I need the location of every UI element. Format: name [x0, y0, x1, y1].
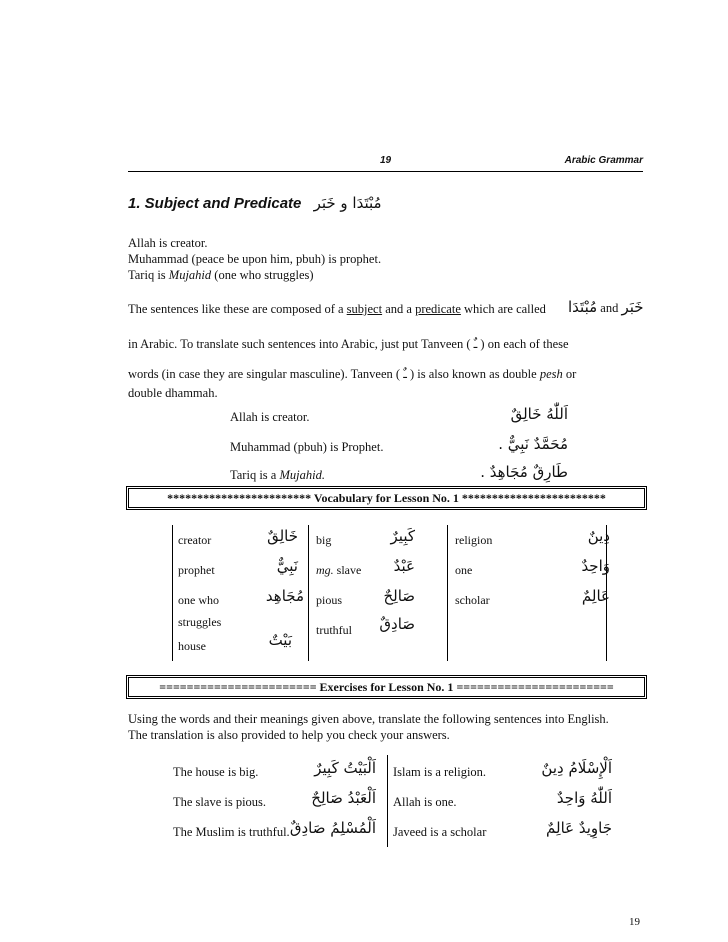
vocab-en-text: slave [333, 563, 362, 577]
example-1-arabic: اَللّٰهُ خَالِقٌ [510, 405, 568, 423]
explanation-text: words (in case they are singular masculine). Tanveen ( ـٌ ) is also known as double [128, 367, 540, 381]
explanation-line-2 [128, 336, 569, 352]
exercise-left-3-arabic: اَلْمُسْلِمُ صَادِقٌ [289, 819, 376, 837]
vocab-en [316, 593, 342, 608]
predicate-term: predicate [415, 302, 461, 316]
stars-right: ************************ [461, 491, 606, 505]
section-title-text: 1. Subject and Predicate [128, 195, 302, 212]
vocab-en-text: pious [316, 593, 343, 607]
vocab-en-text: big [316, 533, 332, 547]
vocab-divider-2 [308, 525, 309, 661]
vocab-ar: بَيْتٌ [268, 631, 292, 649]
exercise-right-2-english: Allah is one. [393, 795, 457, 809]
vocab-ar: صَادِقٌ [379, 615, 415, 633]
vocab-en: one who [178, 593, 219, 607]
explanation-text: or [562, 367, 577, 381]
explanation-arabic-terms [568, 298, 644, 316]
explanation-line-1 [128, 302, 546, 317]
vocab-ar: عَبْدٌ [393, 557, 415, 575]
intro-italic: Mujahid [168, 268, 212, 282]
explanation-text: double dhammah. [128, 386, 218, 400]
example-2-arabic: مُحَمَّدٌ نَبِيٌّ . [498, 435, 568, 453]
vocab-en-text: truthful [316, 623, 352, 637]
explanation-text: in Arabic. To translate such sentences into Arabic, just put Tanveen ( ـٌ ) on each of these [128, 337, 569, 351]
vocab-ar: نَبِيٌّ [276, 557, 298, 575]
vocab-en: creator [178, 533, 212, 547]
bars-left: ======================= [159, 680, 317, 694]
exercise-right-2-arabic: اَللّٰهُ وَاحِدٌ [556, 789, 612, 807]
explanation-text: and a [382, 302, 416, 316]
vocab-en: house [178, 639, 206, 653]
example-3-english [230, 468, 325, 483]
mubtada-term: مُبْتَدَا [568, 298, 598, 316]
footer-page-number: 19 [629, 916, 640, 928]
explanation-text: The sentences like these are composed of a [128, 302, 347, 316]
vocab-en: struggles [178, 615, 222, 629]
exercise-right-3-english: Javeed is a scholar [393, 825, 487, 839]
exercise-intro-line-2: The translation is also provided to help you check your answers. [128, 728, 450, 742]
intro-text: (one who struggles) [211, 268, 314, 282]
khabar-term: خَبَر [621, 298, 644, 316]
exercise-divider [387, 755, 388, 847]
vocab-en-italic: mg. [316, 563, 334, 577]
vocabulary-heading-box [128, 488, 645, 508]
vocab-en [316, 623, 352, 638]
pesh-term: pesh [539, 367, 563, 381]
example-italic: Mujahid. [279, 468, 325, 482]
vocab-en [316, 563, 361, 578]
exercises-heading-box [128, 677, 645, 697]
vocab-ar: صَالِحٌ [383, 587, 415, 605]
vocab-en: religion [455, 533, 493, 547]
example-text: Tariq is a [230, 468, 280, 482]
exercise-left-3-english: The Muslim is truthful. [173, 825, 290, 839]
exercise-right-1-arabic: اَلْإِسْلَامُ دِينٌ [541, 759, 612, 777]
example-1-english [230, 410, 310, 425]
intro-line-2 [128, 252, 381, 267]
section-title [128, 194, 382, 212]
section-title-arabic: مُبْتَدَا و خَبَر [313, 194, 382, 212]
example-text: Muhammad (pbuh) is Prophet. [230, 440, 384, 454]
subject-term: subject [346, 302, 383, 316]
header-book-title: Arabic Grammar [564, 155, 643, 166]
exercise-left-1-english: The house is big. [173, 765, 259, 779]
exercise-left-2-arabic: اَلْعَبْدُ صَالِحٌ [311, 789, 376, 807]
vocab-divider-1 [172, 525, 173, 661]
vocab-en [316, 533, 331, 548]
intro-text: Muhammad (peace be upon him, pbuh) is prophet. [128, 252, 382, 266]
explanation-line-4 [128, 386, 218, 401]
exercise-left-2-english: The slave is pious. [173, 795, 267, 809]
bars-right: ======================= [456, 680, 614, 694]
example-text: Allah is creator. [230, 410, 310, 424]
vocab-ar: وَاحِدٌ [581, 557, 610, 575]
vocab-ar: عَالِمٌ [581, 587, 610, 605]
example-3-arabic: طَارِقٌ مُجَاهِدٌ . [480, 463, 568, 481]
exercises-heading: Exercises for Lesson No. 1 [319, 680, 454, 694]
stars-left: ************************ [167, 491, 312, 505]
vocab-ar: كَبِيرٌ [390, 527, 415, 545]
intro-line-1 [128, 236, 208, 251]
vocab-en: scholar [455, 593, 490, 607]
vocab-ar: مُجَاهِد [265, 587, 304, 605]
exercise-intro-line-1: Using the words and their meanings given above, translate the following sentences into English. [128, 712, 609, 726]
vocabulary-heading: Vocabulary for Lesson No. 1 [313, 491, 459, 505]
intro-line-3 [128, 268, 314, 283]
explanation-text: which are called [460, 302, 546, 316]
vocab-en: prophet [178, 563, 215, 577]
vocab-en: one [455, 563, 473, 577]
explanation-line-3 [128, 366, 576, 382]
header-page-number: 19 [380, 155, 392, 166]
vocab-ar: خَالِقٌ [267, 527, 298, 545]
exercise-right-1-english: Islam is a religion. [393, 765, 487, 779]
intro-text: Tariq is [128, 268, 169, 282]
and-word: and [600, 301, 619, 315]
vocab-ar: دِينٌ [587, 527, 610, 545]
exercise-right-3-arabic: جَاوِيدٌ عَالِمٌ [546, 819, 612, 837]
vocab-divider-3 [447, 525, 448, 661]
exercise-left-1-arabic: اَلْبَيْتُ كَبِيرٌ [314, 759, 376, 777]
intro-text: Allah is creator. [128, 236, 208, 250]
example-2-english [230, 440, 383, 455]
running-header [128, 155, 643, 172]
